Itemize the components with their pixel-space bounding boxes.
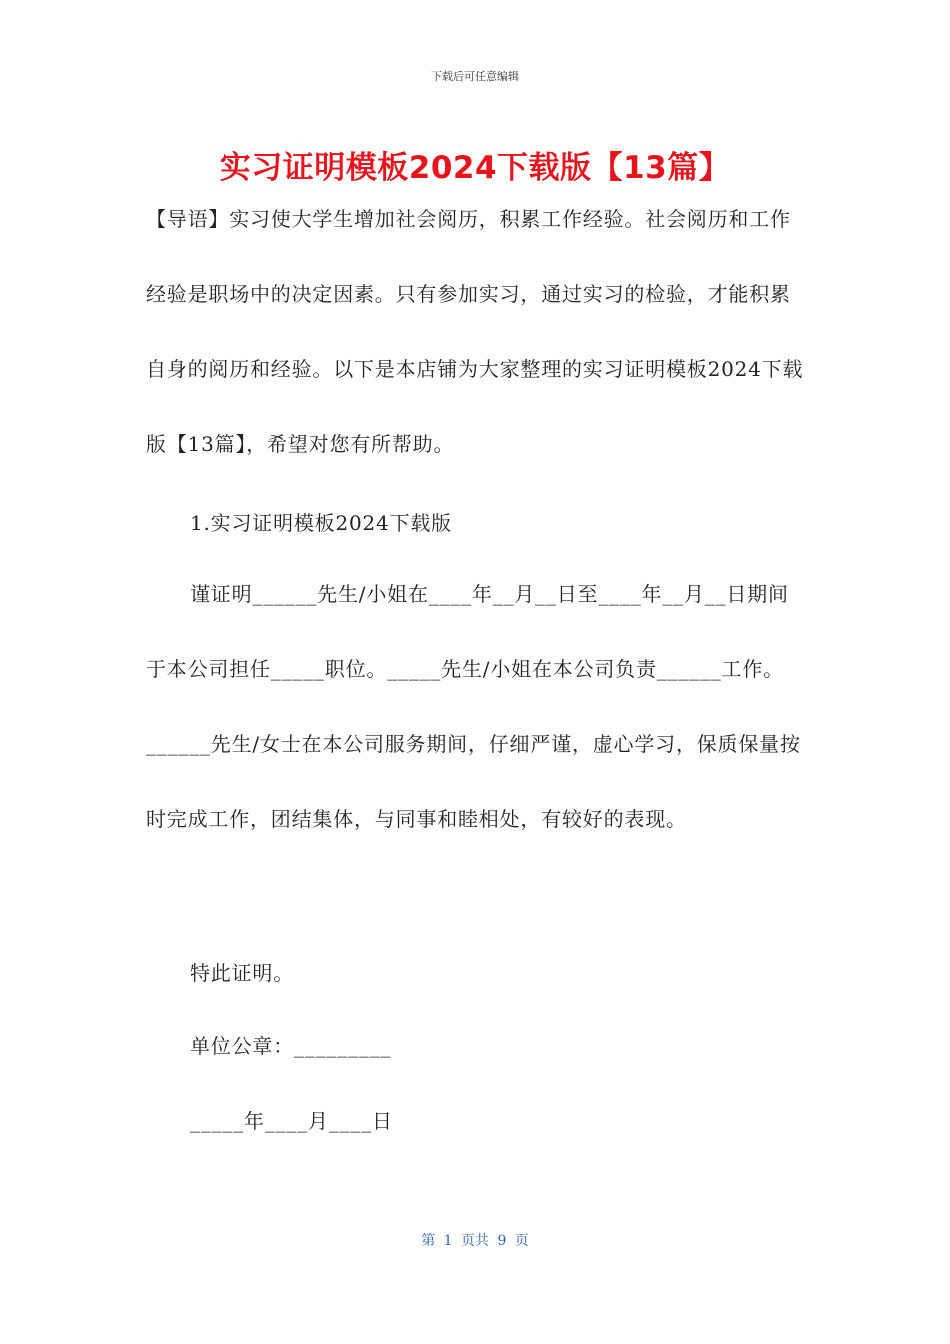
certificate-body-paragraph: 谨证明______先生/小姐在____年__月__日至____年__月__日期间于本公司担任_____职位。_____先生/小姐在本公司负责______工作。______先生/女士在本公司服务期间，仔细严谨，虚心学习，保质保量按时完成工作，团结集体，与同事和睦相处，有较好的表现。 bbox=[146, 582, 801, 831]
date-line: _____年____月____日 bbox=[190, 1109, 393, 1133]
section-heading: 1.实习证明模板2024下载版 bbox=[190, 511, 452, 535]
intro-paragraph: 【导语】实习使大学生增加社会阅历，积累工作经验。社会阅历和工作经验是职场中的决定因素。只有参加实习，通过实习的检验，才能积累自身的阅历和经验。以下是本店铺为大家整理的实习证明模板2024下载版【13篇】，希望对您有所帮助。 bbox=[146, 207, 804, 456]
page-header-note: 下载后可任意编辑 bbox=[431, 70, 519, 83]
page-number-footer: 第 1 页共 9 页 bbox=[421, 1233, 529, 1249]
document-title: 实习证明模板2024下载版【13篇】 bbox=[219, 150, 731, 186]
seal-line: 单位公章：_________ bbox=[190, 1034, 392, 1058]
certify-line: 特此证明。 bbox=[190, 961, 294, 985]
